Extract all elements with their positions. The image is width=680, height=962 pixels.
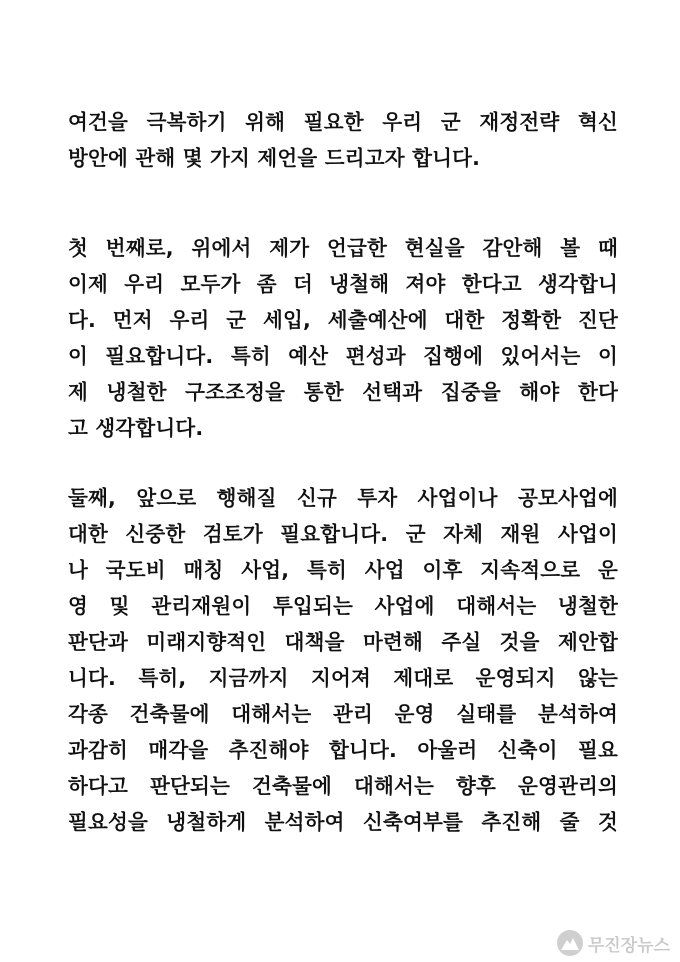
text-line: 영 및 관리재원이 투입되는 사업에 대해서는 냉철한 [68,594,618,618]
text-line: 이제 우리 모두가 좀 더 냉철해 져야 한다고 생각합니 [68,272,618,296]
text-line: 고 생각합니다. [68,416,204,440]
text-line: 방안에 관해 몇 가지 제언을 드리고자 합니다. [68,146,481,170]
text-line: 필요성을 냉철하게 분석하여 신축여부를 추진해 줄 것 [68,810,618,834]
text-line: 판단과 미래지향적인 대책을 마련해 주실 것을 제안합 [68,630,618,654]
text-line: 이 필요합니다. 특히 예산 편성과 집행에 있어서는 이 [68,344,618,368]
text-line: 나 국도비 매칭 사업, 특히 사업 이후 지속적으로 운 [68,558,618,582]
text-line: 여건을 극복하기 위해 필요한 우리 군 재정전략 혁신 [68,110,618,134]
text-line: 제 냉철한 구조조정을 통한 선택과 집중을 해야 한다 [68,380,618,404]
paragraph-intro [68,104,618,176]
text-line: 둘째, 앞으로 행해질 신규 투자 사업이나 공모사업에 [68,486,618,510]
text-line: 대한 신중한 검토가 필요합니다. 군 자체 재원 사업이 [68,522,618,546]
paragraph-second [68,480,618,840]
paragraph-first [68,230,618,446]
text-line: 첫 번째로, 위에서 제가 언급한 현실을 감안해 볼 때 [68,236,618,260]
text-line: 하다고 판단되는 건축물에 대해서는 향후 운영관리의 [68,774,618,798]
text-line: 각종 건축물에 대해서는 관리 운영 실태를 분석하여 [68,702,618,726]
text-line: 과감히 매각을 추진해야 합니다. 아울러 신축이 필요 [68,738,618,762]
mountain-logo-icon [557,930,583,956]
text-line: 니다. 특히, 지금까지 지어져 제대로 운영되지 않는 [68,666,618,690]
watermark-text: 무진장뉴스 [587,935,670,956]
watermark [557,930,670,956]
text-line: 다. 먼저 우리 군 세입, 세출예산에 대한 정확한 진단 [68,308,618,332]
